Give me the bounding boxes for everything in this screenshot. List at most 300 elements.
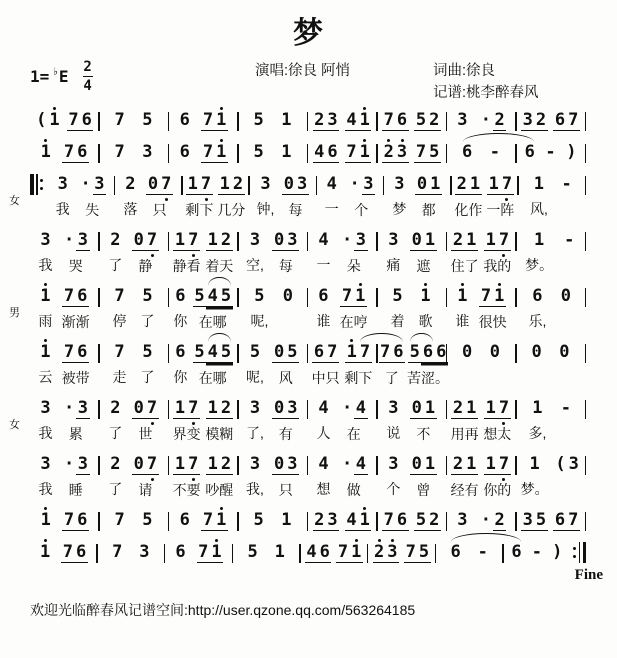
- measure: [30, 286, 98, 329]
- note-char: 2: [494, 510, 505, 530]
- note-digits: [387, 454, 400, 474]
- note-digits: [313, 510, 340, 531]
- note-beat: [409, 454, 438, 497]
- lyric-text: 哭: [68, 258, 83, 274]
- measure: [239, 454, 307, 497]
- note-digits: [246, 542, 259, 562]
- measure: [517, 230, 585, 272]
- note-digits: [312, 342, 339, 363]
- note-digits: [531, 398, 544, 418]
- note-digits: [113, 110, 126, 130]
- lyric-text: 我: [38, 257, 53, 273]
- note-beat: [558, 398, 573, 440]
- note-digits: [132, 230, 159, 251]
- note-char: 1: [466, 230, 477, 250]
- note-beat: [509, 542, 524, 562]
- note-char: 6: [77, 342, 88, 362]
- note-char: 0: [462, 342, 473, 362]
- lyric-text: 风: [278, 370, 293, 386]
- note-beat: [184, 174, 214, 217]
- note-beat: [61, 286, 91, 329]
- note-digits: [280, 110, 293, 130]
- note-char: 1: [174, 454, 186, 474]
- note-digits: [273, 542, 286, 562]
- measure: [517, 398, 585, 440]
- note-beat: [60, 542, 89, 563]
- note-beat: [385, 230, 401, 272]
- note-beat: [216, 174, 246, 217]
- note-beat: [418, 286, 434, 328]
- note-digits: [259, 174, 272, 194]
- lyric-text: 想: [316, 481, 331, 497]
- note-char: 7: [114, 510, 125, 530]
- note-beat: [378, 342, 407, 385]
- note-beat: [177, 142, 192, 162]
- note-char: 5: [392, 286, 403, 306]
- note-beat: [107, 398, 123, 440]
- note-beat: [172, 398, 202, 441]
- lyric-text: 我: [38, 481, 53, 497]
- note-char: 5: [415, 510, 427, 530]
- note-beat: [38, 454, 54, 496]
- note-char: 1: [533, 174, 545, 194]
- note-char: 6: [450, 542, 461, 562]
- note-digits: [544, 142, 557, 162]
- note-char: 1: [533, 230, 545, 250]
- note-char: 5: [253, 110, 264, 130]
- score-lines: [9, 110, 586, 563]
- note-beat: [112, 286, 128, 328]
- note-char: 7: [202, 142, 214, 162]
- measure: [308, 286, 376, 329]
- note-char: 5: [254, 286, 265, 306]
- note-digits: [476, 542, 489, 562]
- measure: [378, 510, 446, 531]
- note-char: 6: [77, 510, 88, 530]
- measure: [100, 454, 168, 497]
- note-beat: [413, 110, 442, 131]
- note-char: 2: [314, 110, 325, 130]
- note-digits: [336, 542, 363, 563]
- note-digits: [173, 398, 200, 419]
- note-digits: [272, 454, 299, 475]
- note-char: 7: [187, 454, 200, 475]
- barline: [585, 512, 587, 531]
- note-digits: [272, 230, 299, 251]
- note-digits: [484, 454, 511, 475]
- measure: [250, 174, 316, 217]
- note-char: 1: [430, 174, 441, 194]
- measure: [30, 454, 98, 497]
- note-digits: [558, 342, 571, 362]
- note-beat: [406, 342, 450, 385]
- lyric-text: 你: [173, 313, 188, 329]
- note-beat: [280, 286, 295, 328]
- lyric-text: 只: [278, 482, 293, 498]
- note-digits: [174, 342, 187, 362]
- octave-dot: [220, 107, 223, 110]
- notes-row: [30, 142, 586, 163]
- note-char: 3: [94, 174, 105, 194]
- note-digits: [39, 230, 52, 250]
- note-char: 5: [142, 110, 153, 130]
- note-char: 7: [346, 142, 357, 162]
- note-digits: [113, 286, 126, 306]
- note-char: 1: [210, 542, 223, 563]
- measure: [308, 510, 376, 531]
- note-digits: [532, 174, 545, 194]
- note-digits: [305, 542, 332, 563]
- note-char: 5: [142, 286, 153, 306]
- credits: [255, 60, 539, 105]
- lyric-text: 一: [316, 257, 331, 273]
- note-char: ·: [64, 454, 75, 474]
- note-char: 3: [388, 454, 399, 474]
- note-char: 1: [274, 542, 285, 562]
- note-beat: [140, 510, 155, 530]
- note-char: 1: [39, 510, 52, 530]
- note-char: 7: [112, 542, 123, 562]
- note-beat: [137, 542, 152, 562]
- note-char: 0: [273, 398, 285, 418]
- measure: [447, 142, 515, 162]
- note-char: 6: [393, 342, 404, 362]
- measure: [239, 286, 307, 328]
- note-beat: [311, 342, 341, 385]
- octave-dot: [378, 539, 381, 542]
- note-char: 2: [535, 110, 547, 130]
- lyric-text: 想太: [483, 426, 512, 442]
- lyric-text: 走: [112, 369, 127, 385]
- note-char: 5: [415, 110, 427, 130]
- note-char: 1: [39, 286, 52, 306]
- note-beat: [450, 230, 480, 273]
- note-char: 3: [57, 174, 68, 194]
- note-digits: [528, 454, 541, 474]
- note-beat: [200, 142, 229, 163]
- note-digits: [348, 174, 376, 195]
- note-beat: [140, 110, 155, 130]
- note-char: 3: [522, 110, 533, 130]
- note-beat: [454, 286, 470, 328]
- note-digits: [455, 174, 482, 195]
- note-char: 5: [287, 342, 298, 362]
- note-char: 7: [341, 286, 353, 306]
- note-digits: [280, 142, 293, 162]
- footer-note: 欢迎光临醉春风记谱空间:http://user.qzone.qq.com/563264185: [30, 602, 416, 618]
- note-char: 3: [142, 142, 153, 162]
- note-beat: [61, 342, 91, 385]
- note-digits: [178, 110, 191, 130]
- note-beat: [312, 110, 341, 131]
- note-beat: [61, 142, 90, 163]
- lyric-text: 都: [421, 202, 436, 218]
- notes-row: [30, 174, 586, 217]
- note-beat: [38, 142, 53, 162]
- note-beat: [562, 230, 577, 272]
- note-char: 4: [346, 110, 357, 130]
- measure: [517, 110, 585, 131]
- note-char: 5: [142, 342, 153, 362]
- lyric-text: 歌: [418, 313, 433, 329]
- note-digits: [124, 174, 137, 194]
- measure: [447, 510, 515, 531]
- note-digits: [141, 110, 154, 130]
- barline: [585, 112, 587, 131]
- note-char: ·: [342, 230, 353, 250]
- note-beat: [487, 342, 502, 384]
- note-beat: [557, 342, 572, 384]
- notes-row: [30, 454, 586, 497]
- measure: [239, 142, 307, 162]
- note-char: 3: [77, 398, 88, 418]
- barline: [585, 288, 587, 307]
- note-digits: [248, 398, 261, 418]
- note-beat: [204, 398, 234, 441]
- octave-dot: [44, 539, 47, 542]
- note-char: 5: [247, 542, 258, 562]
- lyric-text: 了: [140, 313, 155, 329]
- note-beat: [409, 398, 438, 441]
- note-digits: [554, 454, 581, 474]
- measure: [317, 174, 383, 217]
- octave-dot: [215, 539, 218, 542]
- octave-dot: [44, 139, 47, 142]
- octave-dot: [498, 283, 501, 286]
- note-char: 1: [485, 398, 496, 418]
- lyric-text: 很快: [478, 314, 507, 330]
- note-digits: [56, 174, 69, 194]
- lyric-text: 在: [346, 426, 361, 442]
- note-digits: [461, 342, 474, 362]
- note-digits: [559, 398, 572, 418]
- note-digits: [132, 398, 159, 419]
- octave-dot: [220, 139, 223, 142]
- note-char: 4: [318, 230, 329, 250]
- note-char: 5: [142, 510, 153, 530]
- note-beat: [413, 142, 442, 163]
- slur-arc: [360, 333, 403, 342]
- note-beat: [61, 230, 91, 273]
- lyric-text: 化作: [454, 202, 483, 218]
- octave-dot: [461, 283, 464, 286]
- octave-dot: [151, 478, 154, 481]
- note-beat: [343, 342, 373, 385]
- note-char: 7: [359, 342, 371, 362]
- note-char: 7: [145, 398, 158, 419]
- note-char: -: [561, 174, 572, 194]
- note-digits: [252, 142, 265, 162]
- note-char: 1: [345, 342, 358, 363]
- note-digits: [325, 174, 338, 194]
- lyric-text: 曾: [416, 482, 431, 498]
- lyric-text: 在哪: [198, 314, 227, 330]
- note-char: 7: [202, 110, 214, 130]
- note-char: -: [489, 142, 500, 162]
- measure: [384, 174, 450, 217]
- note-char: 5: [253, 510, 264, 530]
- note-digits: [317, 230, 330, 250]
- measure: [239, 398, 307, 441]
- note-char: 3: [40, 230, 51, 250]
- note-digits: [487, 174, 514, 195]
- note-beat: [107, 230, 123, 272]
- note-char: 3: [386, 542, 399, 563]
- note-digits: [141, 286, 154, 306]
- measure: [165, 542, 231, 563]
- note-digits: [387, 398, 400, 418]
- note-char: 7: [68, 110, 79, 130]
- octave-dot: [359, 283, 362, 286]
- time-top: 2: [83, 59, 92, 75]
- note-beat: [478, 110, 508, 131]
- note-char: 0: [531, 342, 542, 362]
- note-char: ·: [64, 230, 75, 250]
- note-char: 6: [396, 510, 408, 530]
- octave-dot: [505, 198, 508, 201]
- note-beat: [558, 286, 573, 328]
- note-beat: [448, 542, 463, 562]
- note-digits: [461, 142, 474, 162]
- note-char: 2: [452, 454, 464, 474]
- note-beat: [344, 510, 373, 531]
- octave-dot: [401, 139, 404, 142]
- measure: [30, 398, 98, 441]
- note-char: 1: [174, 398, 186, 418]
- note-digits: [488, 142, 501, 162]
- note-beat: [281, 174, 310, 217]
- note-beat: [140, 142, 155, 162]
- note-digits: [132, 454, 159, 475]
- measure: [308, 230, 376, 273]
- lyric-text: 个: [386, 481, 401, 497]
- notes-row: [30, 398, 586, 441]
- note-digits: [317, 286, 330, 306]
- notes-row: [30, 510, 586, 531]
- note-beat: [177, 110, 192, 130]
- note-beat: [339, 454, 369, 497]
- note-digits: [62, 142, 89, 163]
- lyric-text: 静: [138, 258, 153, 274]
- note-char: 2: [456, 174, 467, 194]
- note-beat: [204, 230, 234, 273]
- note-char: 0: [282, 286, 294, 306]
- note-char: 3: [355, 230, 366, 250]
- note-digits: [449, 542, 462, 562]
- note-digits: [282, 174, 309, 195]
- note-digits: [521, 510, 548, 531]
- note-char: 2: [314, 510, 325, 530]
- note-digits: [197, 542, 224, 563]
- note-char: 7: [63, 286, 75, 306]
- lyric-text: 苦涩。: [407, 370, 449, 386]
- score-line: [30, 542, 586, 563]
- repeat-begin-sign: [30, 174, 43, 195]
- note-char: 7: [63, 342, 75, 362]
- measure: [517, 286, 585, 328]
- lyric-text: 梦。: [520, 481, 549, 497]
- note-digits: [39, 342, 52, 362]
- note-digits: [193, 286, 233, 307]
- note-char: 1: [485, 230, 496, 250]
- note-char: -: [564, 230, 575, 250]
- note-char: 1: [215, 510, 228, 531]
- lyric-text: 累: [68, 426, 83, 442]
- note-char: 1: [187, 174, 198, 194]
- lyric-text: 云: [38, 369, 53, 385]
- note-beat: [315, 286, 331, 328]
- note-char: 7: [198, 542, 209, 562]
- lyric-text: 呢,: [250, 313, 269, 329]
- note-digits: [248, 454, 261, 474]
- lyric-text: 在哼: [339, 314, 368, 330]
- lyric-text: 请: [138, 482, 153, 498]
- note-char: 6: [554, 510, 566, 530]
- note-char: 2: [452, 398, 464, 418]
- lyric-text: 有: [278, 426, 293, 442]
- note-char: 2: [452, 230, 464, 250]
- voice-label: 男: [9, 307, 20, 319]
- note-digits: [62, 342, 89, 363]
- note-char: 1: [419, 286, 432, 306]
- note-char: 2: [110, 230, 121, 250]
- note-char: ·: [342, 454, 353, 474]
- note-char: 3: [249, 398, 261, 418]
- measure: [30, 110, 98, 131]
- note-beat: [478, 510, 508, 531]
- note-digits: [387, 230, 400, 250]
- measure: [30, 542, 96, 563]
- note-char: 7: [497, 398, 510, 419]
- note-beat: [520, 110, 549, 131]
- note-digits: [404, 542, 431, 563]
- note-char: 3: [287, 398, 298, 418]
- note-digits: [313, 110, 340, 131]
- note-digits: [141, 142, 154, 162]
- octave-dot: [502, 478, 505, 481]
- note-digits: [201, 110, 228, 131]
- note-digits: [451, 398, 478, 419]
- octave-dot: [220, 507, 223, 510]
- note-digits: [113, 142, 126, 162]
- note-digits: [174, 542, 187, 562]
- measure: [30, 230, 98, 273]
- lyric-text: 每: [288, 202, 303, 218]
- note-digits: [456, 110, 469, 130]
- lyric-text: 几分: [217, 202, 246, 218]
- note-digits: [414, 510, 441, 531]
- time-bottom: 4: [83, 77, 92, 94]
- note-beat: [485, 174, 515, 217]
- note-char: 7: [497, 454, 510, 475]
- note-char: (: [36, 110, 47, 130]
- measure: [308, 454, 376, 497]
- note-digits: [113, 342, 126, 362]
- note-char: 7: [62, 542, 73, 562]
- measure: [517, 342, 585, 384]
- lyric-text: 我: [55, 201, 70, 217]
- note-digits: [313, 142, 340, 163]
- note-beat: [38, 510, 53, 530]
- lyric-text: 剩下: [185, 202, 214, 218]
- note-digits: [415, 174, 442, 195]
- note-beat: [131, 230, 160, 273]
- note-beat: [391, 174, 407, 216]
- note-char: -: [477, 542, 488, 562]
- barline: [585, 400, 587, 419]
- note-beat: [204, 454, 234, 497]
- note-char: 6: [554, 110, 566, 130]
